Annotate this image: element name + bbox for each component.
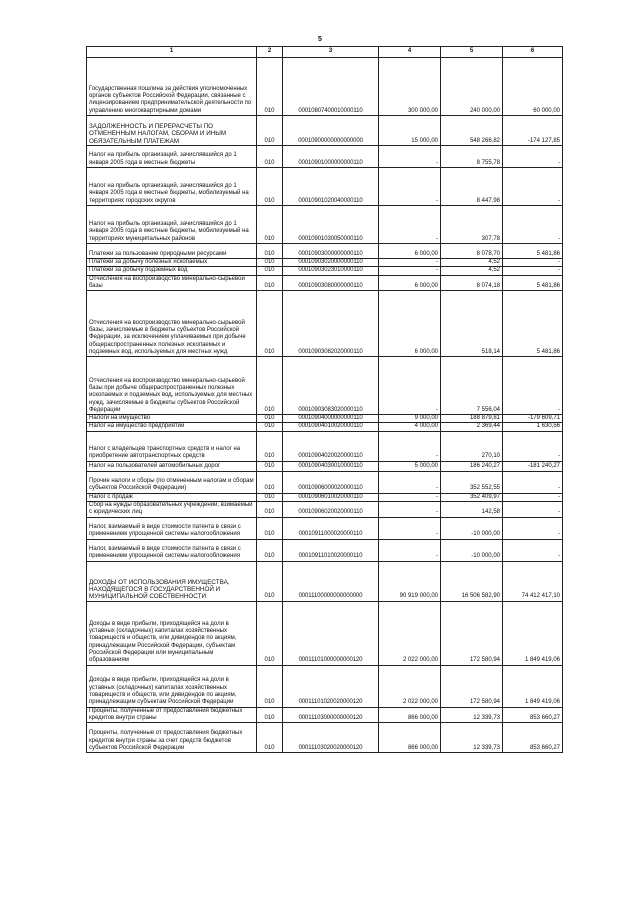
row-budget-code: 00010903083020000110 <box>283 357 379 415</box>
row-name: Налог на прибыль организаций, зачислявшийся до 1 января 2005 года в местные бюджеты, мобилизуемый на территориях городских округов <box>87 168 257 206</box>
row-unexecuted-amount: -174 127,85 <box>503 116 563 146</box>
row-unexecuted-amount: 1 849 419,06 <box>503 665 563 707</box>
row-unexecuted-amount: 5 481,86 <box>503 291 563 357</box>
row-executed-amount: 172 580,94 <box>441 601 503 665</box>
row-line-code: 010 <box>257 275 283 291</box>
table-row <box>87 601 563 665</box>
row-name: Платежи за добычу полезных ископаемых <box>87 259 257 267</box>
row-budget-code: 00010903020000000110 <box>283 259 379 267</box>
row-executed-amount: 8 078,70 <box>441 244 503 259</box>
row-budget-code: 00010901020040000110 <box>283 168 379 206</box>
row-line-code: 010 <box>257 267 283 275</box>
row-budget-code: 00010903000000000110 <box>283 244 379 259</box>
table-row <box>87 539 563 561</box>
row-line-code: 010 <box>257 58 283 116</box>
row-executed-amount: 270,10 <box>441 431 503 461</box>
row-executed-amount: 12 339,73 <box>441 723 503 753</box>
row-budget-code: 00010911010020000110 <box>283 539 379 561</box>
row-approved-amount: - <box>379 493 441 501</box>
column-header: 5 <box>441 47 503 58</box>
row-unexecuted-amount: - <box>503 267 563 275</box>
row-line-code: 010 <box>257 561 283 601</box>
row-unexecuted-amount: - <box>503 471 563 493</box>
row-line-code: 010 <box>257 357 283 415</box>
row-executed-amount: 12 339,73 <box>441 707 503 723</box>
row-budget-code: 00011101020020000120 <box>283 665 379 707</box>
row-name: Налог на пользователей автомобильных дорог <box>87 461 257 471</box>
row-budget-code: 00011103020020000120 <box>283 723 379 753</box>
row-budget-code: 00010903080000000110 <box>283 275 379 291</box>
row-name: Отчисления на воспроизводство минерально-сырьевой базы при добыче общераспространенных полезных ископаемых и подземных вод, используемых для местных нужд, зачисляемые в бюджеты субъектов Российской Федерации <box>87 357 257 415</box>
row-approved-amount: - <box>379 502 441 518</box>
table-row <box>87 415 563 423</box>
row-approved-amount: 6 000,00 <box>379 244 441 259</box>
row-budget-code: 00010906000020000110 <box>283 471 379 493</box>
row-line-code: 010 <box>257 517 283 539</box>
row-name: Отчисления на воспроизводство минерально-сырьевой базы <box>87 275 257 291</box>
row-unexecuted-amount: - <box>503 502 563 518</box>
row-line-code: 010 <box>257 601 283 665</box>
row-name: Налоги на имущество <box>87 415 257 423</box>
row-executed-amount: 8 074,18 <box>441 275 503 291</box>
row-line-code: 010 <box>257 723 283 753</box>
row-executed-amount: 8 755,78 <box>441 146 503 168</box>
row-budget-code: 00010906020020000110 <box>283 502 379 518</box>
row-unexecuted-amount: -179 609,71 <box>503 415 563 423</box>
row-name: Государственная пошлина за действия уполномоченных органов субъектов Российской Федерации, связанные с лицензированием предпринимательской деятельности по управлению многоквартирными домами <box>87 58 257 116</box>
row-approved-amount: 15 000,00 <box>379 116 441 146</box>
row-budget-code: 00010904010020000110 <box>283 423 379 431</box>
row-executed-amount: 8 447,98 <box>441 168 503 206</box>
row-approved-amount: - <box>379 168 441 206</box>
row-unexecuted-amount: - <box>503 206 563 244</box>
row-approved-amount: 866 000,00 <box>379 723 441 753</box>
row-approved-amount: 5 000,00 <box>379 461 441 471</box>
row-executed-amount: 352 552,55 <box>441 471 503 493</box>
column-header: 6 <box>503 47 563 58</box>
row-executed-amount: 240 000,00 <box>441 58 503 116</box>
row-line-code: 010 <box>257 206 283 244</box>
row-executed-amount: 142,58 <box>441 502 503 518</box>
row-budget-code: 00010906010020000110 <box>283 493 379 501</box>
row-line-code: 010 <box>257 471 283 493</box>
row-line-code: 010 <box>257 244 283 259</box>
row-unexecuted-amount: 60 000,00 <box>503 58 563 116</box>
row-unexecuted-amount: - <box>503 259 563 267</box>
row-name: Доходы в виде прибыли, приходящейся на доли в уставных (складочных) капиталах хозяйственных товариществ и обществ, или дивидендов по акциям, принадлежащим Российской Федерации, субъектам Российской Федерации или муниципальным образованиям <box>87 601 257 665</box>
budget-revenue-table <box>86 46 563 753</box>
row-unexecuted-amount: 5 481,86 <box>503 244 563 259</box>
row-budget-code: 00010904030010000110 <box>283 461 379 471</box>
row-budget-code: 00010901000000000110 <box>283 146 379 168</box>
row-approved-amount: 300 000,00 <box>379 58 441 116</box>
row-executed-amount: 172 580,94 <box>441 665 503 707</box>
row-name: Прочие налоги и сборы (по отмененным налогам и сборам субъектов Российской Федерации) <box>87 471 257 493</box>
row-executed-amount: 4,52 <box>441 259 503 267</box>
row-line-code: 010 <box>257 493 283 501</box>
column-header: 1 <box>87 47 257 58</box>
row-line-code: 010 <box>257 259 283 267</box>
row-unexecuted-amount: 1 849 419,06 <box>503 601 563 665</box>
row-approved-amount: - <box>379 539 441 561</box>
row-executed-amount: -10 000,00 <box>441 517 503 539</box>
row-approved-amount: - <box>379 146 441 168</box>
table-row <box>87 423 563 431</box>
row-unexecuted-amount: - <box>503 168 563 206</box>
row-line-code: 010 <box>257 539 283 561</box>
row-approved-amount: 2 022 000,00 <box>379 665 441 707</box>
row-line-code: 010 <box>257 291 283 357</box>
row-unexecuted-amount: - <box>503 517 563 539</box>
row-approved-amount: - <box>379 471 441 493</box>
table-row <box>87 707 563 723</box>
row-approved-amount: 90 919 000,00 <box>379 561 441 601</box>
row-unexecuted-amount: -181 240,27 <box>503 461 563 471</box>
row-budget-code: 00010911000020000110 <box>283 517 379 539</box>
row-name: Налог, взимаемый в виде стоимости патента в связи с применением упрощенной системы налогообложения <box>87 539 257 561</box>
row-approved-amount: - <box>379 517 441 539</box>
table-row <box>87 723 563 753</box>
row-unexecuted-amount: 74 412 417,10 <box>503 561 563 601</box>
row-executed-amount: 186 240,27 <box>441 461 503 471</box>
row-approved-amount: 2 022 000,00 <box>379 601 441 665</box>
row-budget-code: 00010904020020000110 <box>283 431 379 461</box>
table-row <box>87 146 563 168</box>
table-row <box>87 502 563 518</box>
row-approved-amount: - <box>379 259 441 267</box>
row-executed-amount: -10 000,00 <box>441 539 503 561</box>
table-row <box>87 471 563 493</box>
row-budget-code: 00010807400010000110 <box>283 58 379 116</box>
row-budget-code: 00010903082020000110 <box>283 291 379 357</box>
table-row <box>87 357 563 415</box>
row-executed-amount: 2 369,44 <box>441 423 503 431</box>
table-row <box>87 58 563 116</box>
row-budget-code: 00011100000000000000 <box>283 561 379 601</box>
table-header-row <box>87 47 563 58</box>
row-budget-code: 00010901030050000110 <box>283 206 379 244</box>
row-unexecuted-amount: 853 660,27 <box>503 707 563 723</box>
row-executed-amount: 307,78 <box>441 206 503 244</box>
table-row <box>87 665 563 707</box>
table-row <box>87 461 563 471</box>
table-row <box>87 431 563 461</box>
row-unexecuted-amount: 5 481,86 <box>503 275 563 291</box>
table-row <box>87 561 563 601</box>
row-line-code: 010 <box>257 423 283 431</box>
row-budget-code: 00010900000000000000 <box>283 116 379 146</box>
row-line-code: 010 <box>257 665 283 707</box>
row-unexecuted-amount: - <box>503 146 563 168</box>
row-unexecuted-amount: 853 660,27 <box>503 723 563 753</box>
row-unexecuted-amount: 1 630,56 <box>503 423 563 431</box>
row-name: Платежи за пользование природными ресурсами <box>87 244 257 259</box>
row-line-code: 010 <box>257 415 283 423</box>
row-unexecuted-amount: - <box>503 431 563 461</box>
row-name: Налог на прибыль организаций, зачислявшийся до 1 января 2005 года в местные бюджеты <box>87 146 257 168</box>
row-name: Налог, взимаемый в виде стоимости патента в связи с применением упрощенной системы налогообложения <box>87 517 257 539</box>
table-row <box>87 275 563 291</box>
row-approved-amount: 6 000,00 <box>379 275 441 291</box>
row-approved-amount: - <box>379 206 441 244</box>
row-executed-amount: 4,52 <box>441 267 503 275</box>
row-line-code: 010 <box>257 431 283 461</box>
row-budget-code: 00010903023010000110 <box>283 267 379 275</box>
row-executed-amount: 548 266,82 <box>441 116 503 146</box>
row-name: Налог на прибыль организаций, зачислявшийся до 1 января 2005 года в местные бюджеты, мобилизуемый на территориях муниципальных районов <box>87 206 257 244</box>
table-row <box>87 493 563 501</box>
row-name: ЗАДОЛЖЕННОСТЬ И ПЕРЕРАСЧЕТЫ ПО ОТМЕНЕННЫМ НАЛОГАМ, СБОРАМ И ИНЫМ ОБЯЗАТЕЛЬНЫМ ПЛАТЕЖАМ <box>87 116 257 146</box>
row-approved-amount: 866 000,00 <box>379 707 441 723</box>
row-name: Проценты, полученные от предоставления бюджетных кредитов внутри страны <box>87 707 257 723</box>
row-line-code: 010 <box>257 502 283 518</box>
table-row <box>87 517 563 539</box>
table-row <box>87 116 563 146</box>
row-name: Сбор на нужды образовательных учреждений, взимаемый с юридических лиц <box>87 502 257 518</box>
row-line-code: 010 <box>257 461 283 471</box>
table-row <box>87 267 563 275</box>
row-unexecuted-amount: - <box>503 493 563 501</box>
row-approved-amount: 4 000,00 <box>379 423 441 431</box>
row-line-code: 010 <box>257 168 283 206</box>
row-approved-amount: - <box>379 357 441 415</box>
row-executed-amount: 518,14 <box>441 291 503 357</box>
row-approved-amount: 9 000,00 <box>379 415 441 423</box>
row-approved-amount: 6 000,00 <box>379 291 441 357</box>
row-executed-amount: 188 879,81 <box>441 415 503 423</box>
row-approved-amount: - <box>379 431 441 461</box>
row-name: Отчисления на воспроизводство минерально-сырьевой базы, зачисляемые в бюджеты субъектов Российской Федерации, за исключением уплачиваемых при добыче общераспространенных полезных ископаемых и подземных вод, используемых для местных нужд <box>87 291 257 357</box>
row-name: Проценты, полученные от предоставления бюджетных кредитов внутри страны за счет средств бюджетов субъектов Российской Федерации <box>87 723 257 753</box>
table-row <box>87 206 563 244</box>
row-name: Платежи за добычу подземных вод <box>87 267 257 275</box>
row-name: Налог на имущество предприятий <box>87 423 257 431</box>
row-approved-amount: - <box>379 267 441 275</box>
row-executed-amount: 7 556,04 <box>441 357 503 415</box>
row-line-code: 010 <box>257 707 283 723</box>
row-name: ДОХОДЫ ОТ ИСПОЛЬЗОВАНИЯ ИМУЩЕСТВА, НАХОДЯЩЕГОСЯ В ГОСУДАРСТВЕННОЙ И МУНИЦИПАЛЬНОЙ СОБСТВЕННОСТИ <box>87 561 257 601</box>
table-row <box>87 168 563 206</box>
column-header: 2 <box>257 47 283 58</box>
row-unexecuted-amount: - <box>503 357 563 415</box>
table-row <box>87 259 563 267</box>
table-row <box>87 291 563 357</box>
row-line-code: 010 <box>257 146 283 168</box>
row-executed-amount: 352 409,97 <box>441 493 503 501</box>
table-row <box>87 244 563 259</box>
row-budget-code: 00011101000000000120 <box>283 601 379 665</box>
row-budget-code: 00010904000000000110 <box>283 415 379 423</box>
row-unexecuted-amount: - <box>503 539 563 561</box>
row-name: Доходы в виде прибыли, приходящейся на доли в уставных (складочных) капиталах хозяйственных товариществ и обществ, или дивидендов по акциям, принадлежащим субъектам Российской Федерации <box>87 665 257 707</box>
page-number: 5 <box>318 36 322 43</box>
row-line-code: 010 <box>257 116 283 146</box>
column-header: 4 <box>379 47 441 58</box>
row-name: Налог с продаж <box>87 493 257 501</box>
row-budget-code: 00011103000000000120 <box>283 707 379 723</box>
row-executed-amount: 16 506 582,90 <box>441 561 503 601</box>
column-header: 3 <box>283 47 379 58</box>
row-name: Налог с владельцев транспортных средств и налог на приобретение автотранспортных средств <box>87 431 257 461</box>
